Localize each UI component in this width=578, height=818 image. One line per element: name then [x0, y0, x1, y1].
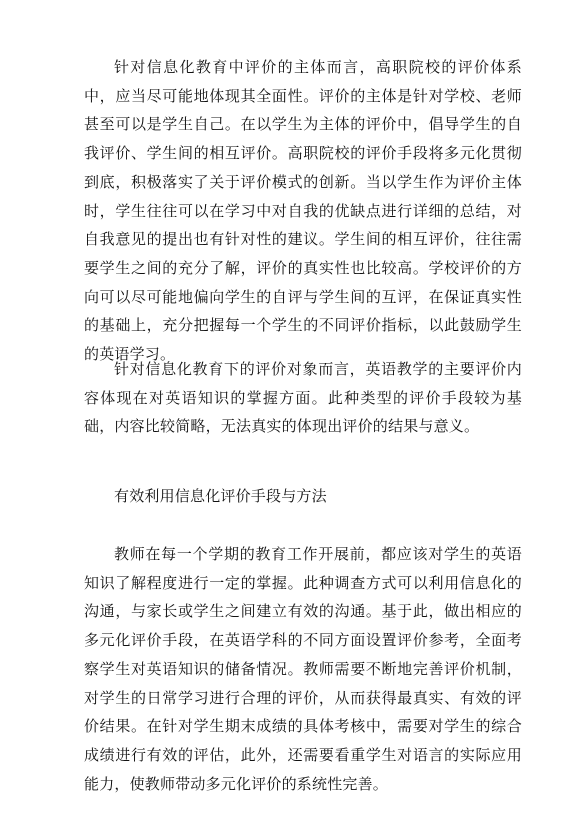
section-heading: 有效利用信息化评价手段与方法: [114, 487, 327, 505]
paragraph-evaluation-object: 针对信息化教育下的评价对象而言，英语教学的主要评价内容体现在对英语知识的掌握方面。此种类型的评价手段较为基础，内容比较简略，无法真实的体现出评价的结果与意义。: [84, 360, 522, 436]
paragraph-teacher-evaluation: 教师在每一个学期的教育工作开展前，都应该对学生的英语知识了解程度进行一定的掌握。此种调查方式可以利用信息化的沟通，与家长或学生之间建立有效的沟通。基于此，做出相应的多元化评价手段，在英语学科的不同方面设置评价参考，全面考察学生对英语知识的储备情况。教师需要不断地完善评价机制，对学生的日常学习进行合理的评价，从而获得最真实、有效的评价结果。在针对学生期末成绩的具体考核中，需要对学生的综合成绩进行有效的评估，此外，还需要看重学生对语言的实际应用能力，使教师带动多元化评价的系统性完善。: [84, 545, 522, 793]
paragraph-evaluation-subject: 针对信息化教育中评价的主体而言，高职院校的评价体系中，应当尽可能地体现其全面性。评价的主体是针对学校、老师甚至可以是学生自己。在以学生为主体的评价中，倡导学生的自我评价、学生间的相互评价。高职院校的评价手段将多元化贯彻到底，积极落实了关于评价模式的创新。当以学生作为评价主体时，学生往往可以在学习中对自我的优缺点进行详细的总结，对自我意见的提出也有针对性的建议。学生间的相互评价，往往需要学生之间的充分了解，评价的真实性也比较高。学校评价的方向可以尽可能地偏向学生的自评与学生间的互评，在保证真实性的基础上，充分把握每一个学生的不同评价指标，以此鼓励学生的英语学习。: [84, 58, 522, 364]
